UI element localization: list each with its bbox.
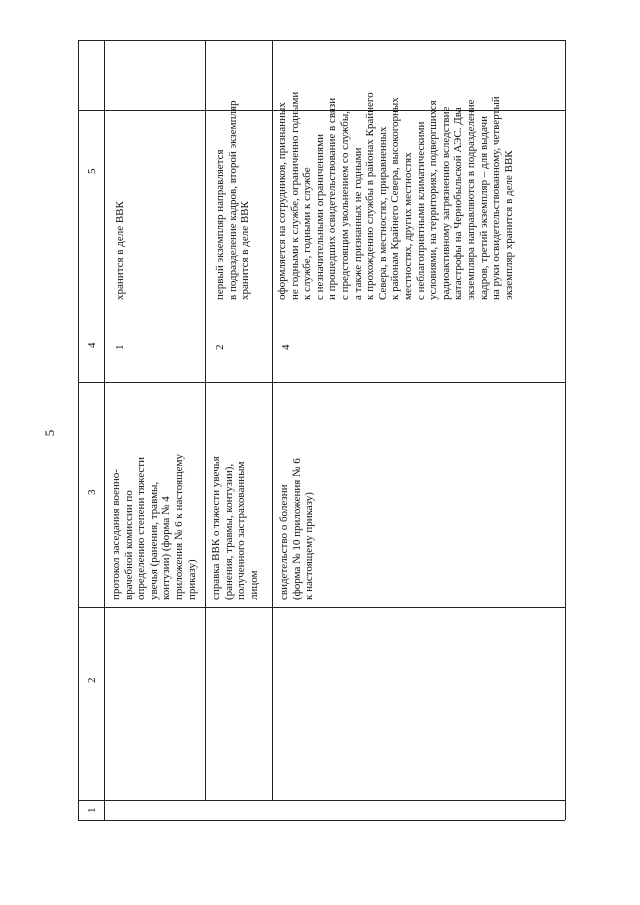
header-col-5: 5: [86, 168, 98, 174]
row-1-note: хранится в деле ВВК: [114, 201, 126, 300]
row-3-copies: 4: [280, 344, 292, 350]
row-1-copies: 1: [114, 344, 126, 350]
table-border-bottom: [78, 820, 565, 821]
header-col-4: 4: [86, 342, 98, 348]
row-1-document: протокол заседания военно- врачебной комиссии по определению степени тяжести увечья (ранения, травмы, контузии) (форма № 4 приложения № 6 к настоящему приказу): [110, 454, 198, 600]
header-col-3: 3: [86, 489, 98, 495]
table-row-line-1: [205, 40, 206, 800]
table-border-right: [565, 40, 566, 820]
table-line-3: [78, 607, 565, 608]
table-line-4: [78, 800, 565, 801]
header-col-2: 2: [86, 677, 98, 683]
table-row-line-2: [272, 40, 273, 800]
row-2-copies: 2: [214, 344, 226, 350]
header-col-1: 1: [86, 807, 98, 813]
row-2-note: первый экземпляр направляется в подразделение кадров, второй экземпляр хранится в деле ВВК: [214, 100, 252, 300]
row-3-note: оформляется на сотрудников, признанных не годными к службе, ограниченно годными к службе, годными к службе с незначительными ограничениями и прошедших освидетельствование в связи с предстоящим увольнением со службы, а также признанных не годными к прохождению службы в районах Крайнего Севера, в местностях, приравненных к районам Крайнего Севера, высокогорных местностях, других местностях с неблагоприятными климатическими условиями, на территориях, подвергшихся радиоактивному загрязнению вследствие катастрофы на Чернобыльской АЭС. Два экземпляра направляются в подразделение кадров, третий экземпляр – для выдачи на руки освидетельствованному, четвертый экземпляр хранится в деле ВВК: [276, 91, 515, 300]
row-2-document: справка ВВК о тяжести увечья (ранения, травмы, контузии), полученного застрахованным лицом: [210, 456, 260, 600]
table-border-left: [78, 40, 79, 820]
table-border-top: [78, 40, 565, 41]
row-3-document: свидетельство о болезни (форма № 10 приложения № 6 к настоящему приказу): [278, 458, 316, 600]
page-number: 5: [42, 429, 57, 437]
table-line-2: [78, 382, 565, 383]
table-header-line: [104, 40, 105, 820]
